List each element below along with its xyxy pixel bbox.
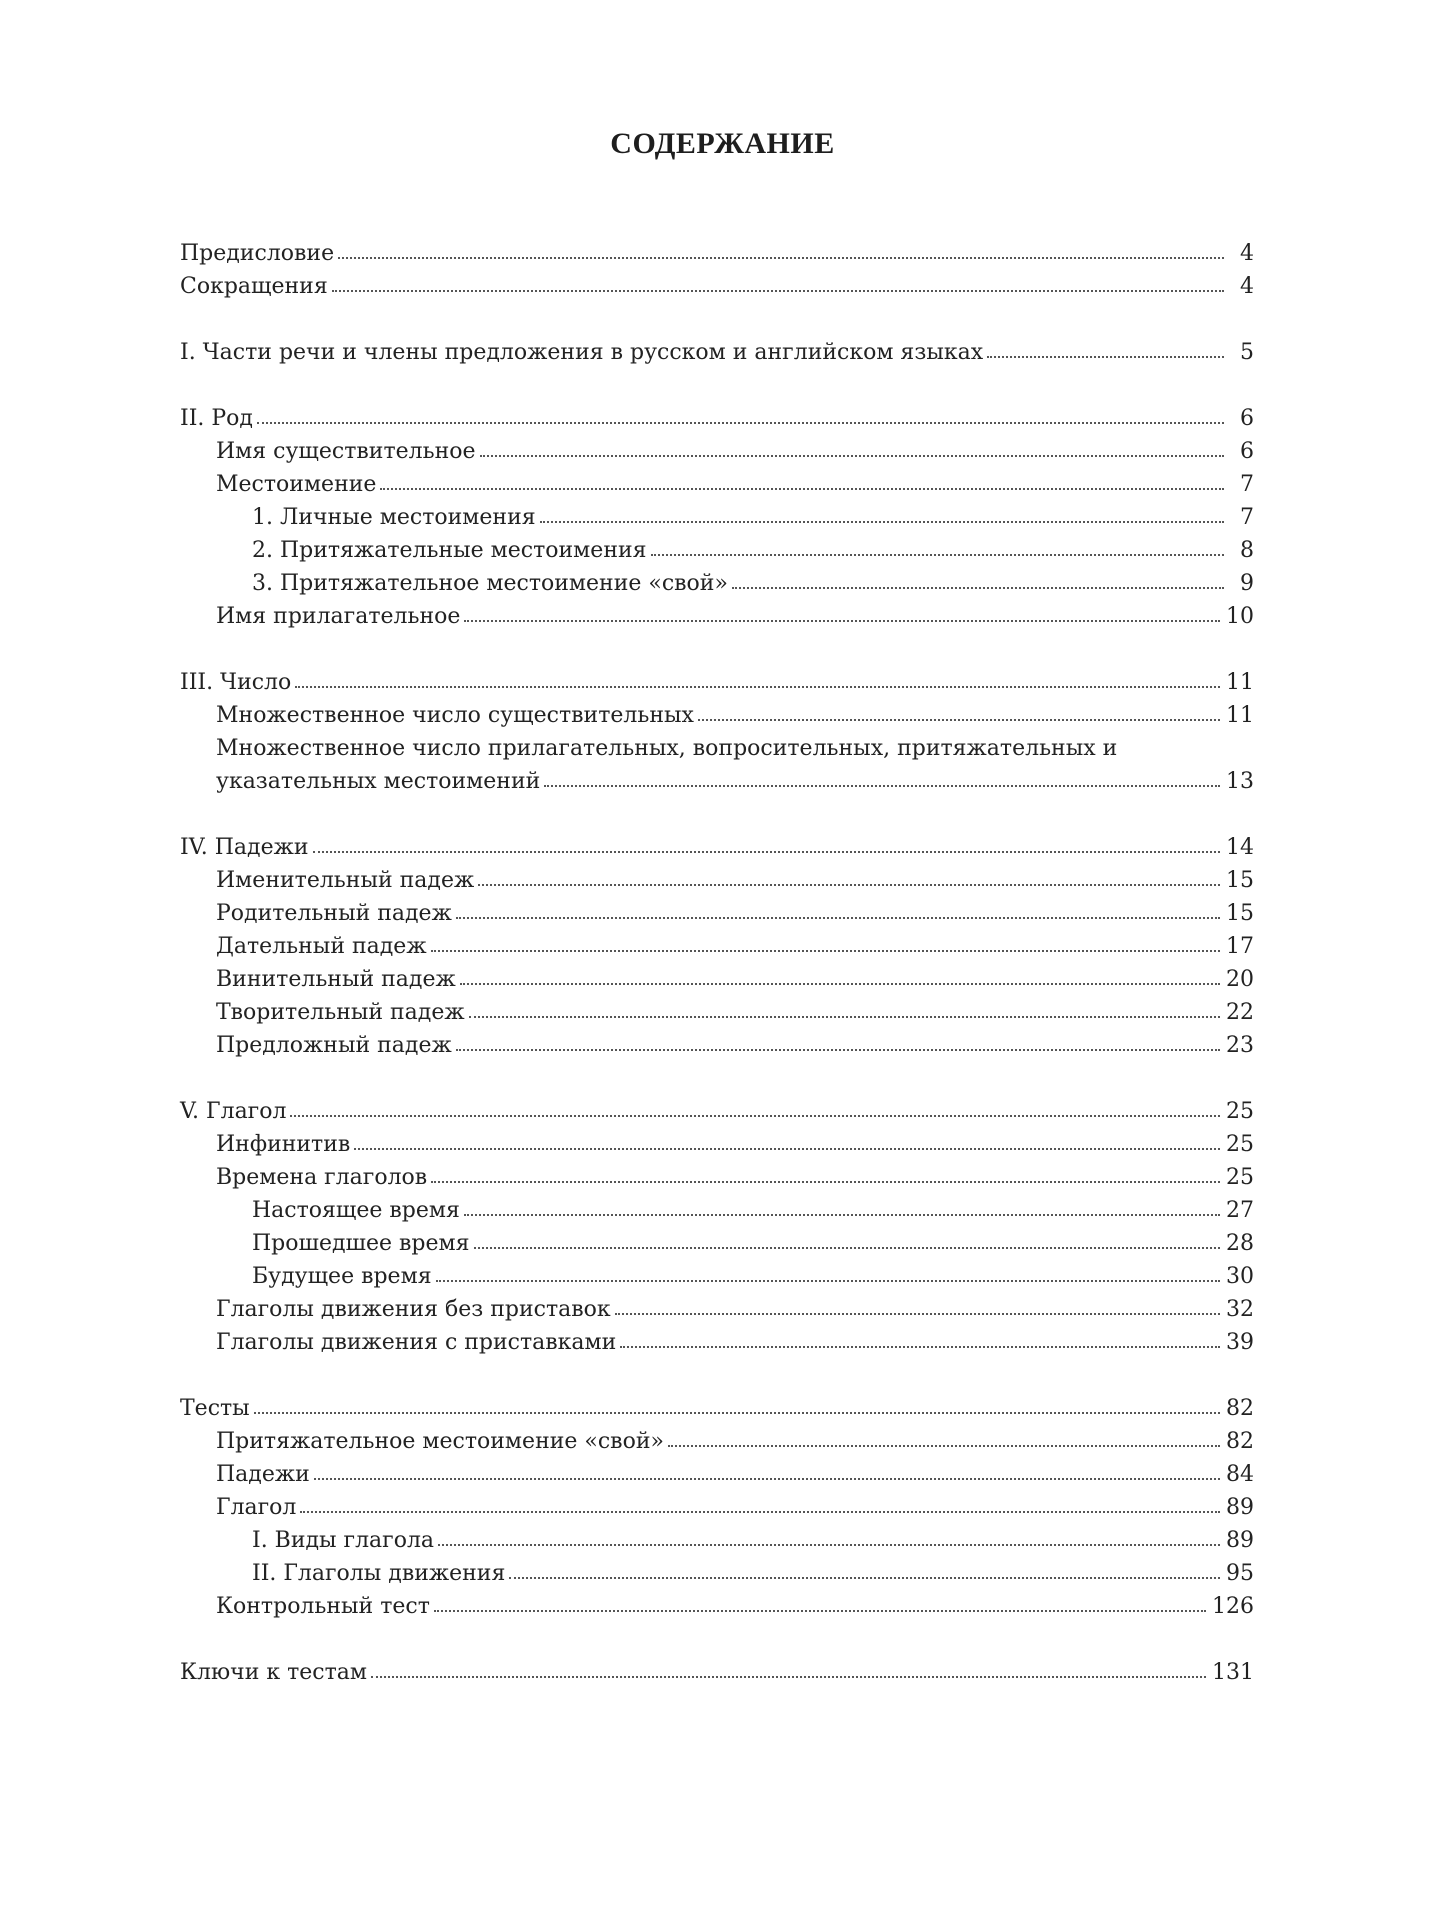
toc-entry-page: 4 [1240, 241, 1254, 266]
dot-leader [456, 1048, 1220, 1051]
toc-entry-page: 27 [1226, 1198, 1254, 1223]
toc-entry [180, 266, 1254, 299]
dot-leader [474, 1246, 1221, 1249]
toc-entry [180, 662, 1254, 695]
toc-entry [180, 398, 1254, 431]
toc-entry-page: 11 [1226, 670, 1254, 695]
toc-entry-page: 126 [1212, 1594, 1254, 1619]
dot-leader [615, 1312, 1220, 1315]
dot-leader [668, 1444, 1220, 1447]
toc-entry [180, 530, 1254, 563]
toc-entry-page: 23 [1226, 1033, 1254, 1058]
dot-leader [354, 1147, 1220, 1150]
toc-entry-page: 17 [1226, 934, 1254, 959]
toc-entry-label: 3. Притяжательное местоимение «свой» [252, 571, 728, 596]
toc-entry [180, 464, 1254, 497]
toc-entry-label: Ключи к тестам [180, 1660, 368, 1685]
toc-entry-line2 [216, 761, 1254, 794]
toc-entry-label: Тесты [180, 1396, 250, 1421]
toc-entry-label: III. Число [180, 670, 292, 695]
toc-entry-label-line1: Множественное число прилагательных, вопросительных, притяжательных и [216, 736, 1118, 761]
toc-entry-page: 9 [1240, 571, 1254, 596]
toc-entry-page: 131 [1212, 1660, 1254, 1685]
dot-leader [540, 520, 1224, 523]
toc-entry [180, 1553, 1254, 1586]
toc-entry-page: 89 [1226, 1495, 1254, 1520]
toc-entry-label: 1. Личные местоимения [252, 505, 536, 530]
toc-entry [180, 926, 1254, 959]
toc-entry-label: Глагол [216, 1495, 297, 1520]
toc-entry [180, 1025, 1254, 1058]
toc-entry-label: Сокращения [180, 274, 328, 299]
toc-entry [180, 1421, 1254, 1454]
toc-entry [180, 1256, 1254, 1289]
toc-entry-page: 14 [1226, 835, 1254, 860]
toc-entry-page: 28 [1226, 1231, 1254, 1256]
toc-entry [180, 497, 1254, 530]
dot-leader [469, 1015, 1220, 1018]
toc-entry-page: 39 [1226, 1330, 1254, 1355]
dot-leader [651, 553, 1224, 556]
dot-leader [431, 1180, 1220, 1183]
dot-leader [478, 883, 1220, 886]
toc-entry-label: Падежи [216, 1462, 310, 1487]
toc-entry-page: 95 [1226, 1561, 1254, 1586]
toc-entry [180, 1190, 1254, 1223]
toc-entry-label: указательных местоимений [216, 769, 541, 794]
dot-leader [456, 916, 1220, 919]
toc-entry-label: Глаголы движения с приставками [216, 1330, 617, 1355]
toc-entry [180, 860, 1254, 893]
dot-leader [480, 454, 1224, 457]
toc-entry [180, 1157, 1254, 1190]
dot-leader [509, 1576, 1220, 1579]
toc-entry-label: Контрольный тест [216, 1594, 430, 1619]
dot-leader [295, 685, 1220, 688]
toc-entry [180, 596, 1254, 629]
toc-entry-page: 82 [1226, 1429, 1254, 1454]
dot-leader [371, 1675, 1206, 1678]
dot-leader [434, 1609, 1206, 1612]
toc-entry-page: 5 [1240, 340, 1254, 365]
toc-entry [180, 992, 1254, 1025]
toc-entry-page: 6 [1240, 439, 1254, 464]
toc-entry-page: 30 [1226, 1264, 1254, 1289]
toc-entry [180, 695, 1254, 728]
toc-entry-label: V. Глагол [180, 1099, 287, 1124]
dot-leader [313, 850, 1221, 853]
toc-entry-label: Дательный падеж [216, 934, 427, 959]
toc-entry-label: Инфинитив [216, 1132, 351, 1157]
toc-entry-label: II. Род [180, 406, 253, 431]
toc-entry-page: 6 [1240, 406, 1254, 431]
page-title: СОДЕРЖАНИЕ [610, 127, 835, 160]
dot-leader [464, 1213, 1220, 1216]
dot-leader [987, 355, 1224, 358]
dot-leader [436, 1279, 1220, 1282]
toc-entry-page: 25 [1226, 1132, 1254, 1157]
dot-leader [460, 982, 1220, 985]
toc-entry [180, 1586, 1254, 1619]
toc-entry-page: 15 [1226, 901, 1254, 926]
dot-leader [314, 1477, 1220, 1480]
toc-entry-page: 25 [1226, 1099, 1254, 1124]
dot-leader [544, 784, 1220, 787]
toc-entry [180, 1487, 1254, 1520]
toc-entry [180, 1388, 1254, 1421]
toc-entry-label: Местоимение [216, 472, 377, 497]
toc-entry-label: I. Виды глагола [252, 1528, 435, 1553]
toc-entry [180, 563, 1254, 596]
toc-entry-page: 84 [1226, 1462, 1254, 1487]
dot-leader [431, 949, 1220, 952]
toc-entry-label: Винительный падеж [216, 967, 456, 992]
toc-entry [180, 233, 1254, 266]
toc-entry-page: 13 [1226, 769, 1254, 794]
toc-entry-page: 11 [1226, 703, 1254, 728]
toc-entry-label: Предложный падеж [216, 1033, 452, 1058]
toc-entry-label: Творительный падеж [216, 1000, 465, 1025]
toc-entry [180, 1124, 1254, 1157]
toc-entry [180, 728, 1254, 794]
toc-entry-label: Имя существительное [216, 439, 476, 464]
toc-entry-page: 25 [1226, 1165, 1254, 1190]
dot-leader [380, 487, 1224, 490]
toc-entry-label: II. Глаголы движения [252, 1561, 506, 1586]
toc-entry-page: 4 [1240, 274, 1254, 299]
toc-entry-page: 82 [1226, 1396, 1254, 1421]
dot-leader [332, 289, 1224, 292]
toc-entry-label: Имя прилагательное [216, 604, 461, 629]
toc-entry-label: Именительный падеж [216, 868, 475, 893]
toc-entry [180, 332, 1254, 365]
toc-entry-label: Притяжательное местоимение «свой» [216, 1429, 664, 1454]
toc-entry [180, 827, 1254, 860]
dot-leader [254, 1411, 1220, 1414]
dot-leader [300, 1510, 1220, 1513]
toc-entry-label: Множественное число существительных [216, 703, 694, 728]
toc-entry [180, 1091, 1254, 1124]
table-of-contents [180, 233, 1254, 1685]
toc-entry-label: Будущее время [252, 1264, 432, 1289]
toc-entry-page: 7 [1240, 505, 1254, 530]
dot-leader [338, 256, 1224, 259]
toc-entry-page: 7 [1240, 472, 1254, 497]
dot-leader [698, 718, 1220, 721]
dot-leader [732, 586, 1224, 589]
toc-entry-label: Родительный падеж [216, 901, 452, 926]
toc-entry [180, 893, 1254, 926]
dot-leader [257, 421, 1224, 424]
dot-leader [464, 619, 1220, 622]
toc-entry-label: I. Части речи и члены предложения в русском и английском языках [180, 340, 984, 365]
toc-entry-label: Глаголы движения без приставок [216, 1297, 611, 1322]
toc-entry-page: 32 [1226, 1297, 1254, 1322]
toc-entry-label: Времена глаголов [216, 1165, 428, 1190]
toc-entry-page: 10 [1226, 604, 1254, 629]
toc-entry [180, 1652, 1254, 1685]
toc-entry [180, 1223, 1254, 1256]
toc-entry [180, 1520, 1254, 1553]
toc-entry [180, 1454, 1254, 1487]
toc-entry-label: IV. Падежи [180, 835, 309, 860]
dot-leader [620, 1345, 1220, 1348]
toc-entry [180, 1322, 1254, 1355]
toc-entry-label: Предисловие [180, 241, 335, 266]
toc-entry-label: 2. Притяжательные местоимения [252, 538, 647, 563]
toc-entry-page: 15 [1226, 868, 1254, 893]
toc-entry [180, 959, 1254, 992]
toc-entry-page: 20 [1226, 967, 1254, 992]
toc-entry [180, 431, 1254, 464]
toc-entry-page: 22 [1226, 1000, 1254, 1025]
dot-leader [290, 1114, 1220, 1117]
toc-entry-page: 8 [1240, 538, 1254, 563]
dot-leader [438, 1543, 1220, 1546]
toc-entry [180, 1289, 1254, 1322]
toc-entry-label: Прошедшее время [252, 1231, 470, 1256]
toc-entry-label: Настоящее время [252, 1198, 460, 1223]
toc-entry-page: 89 [1226, 1528, 1254, 1553]
